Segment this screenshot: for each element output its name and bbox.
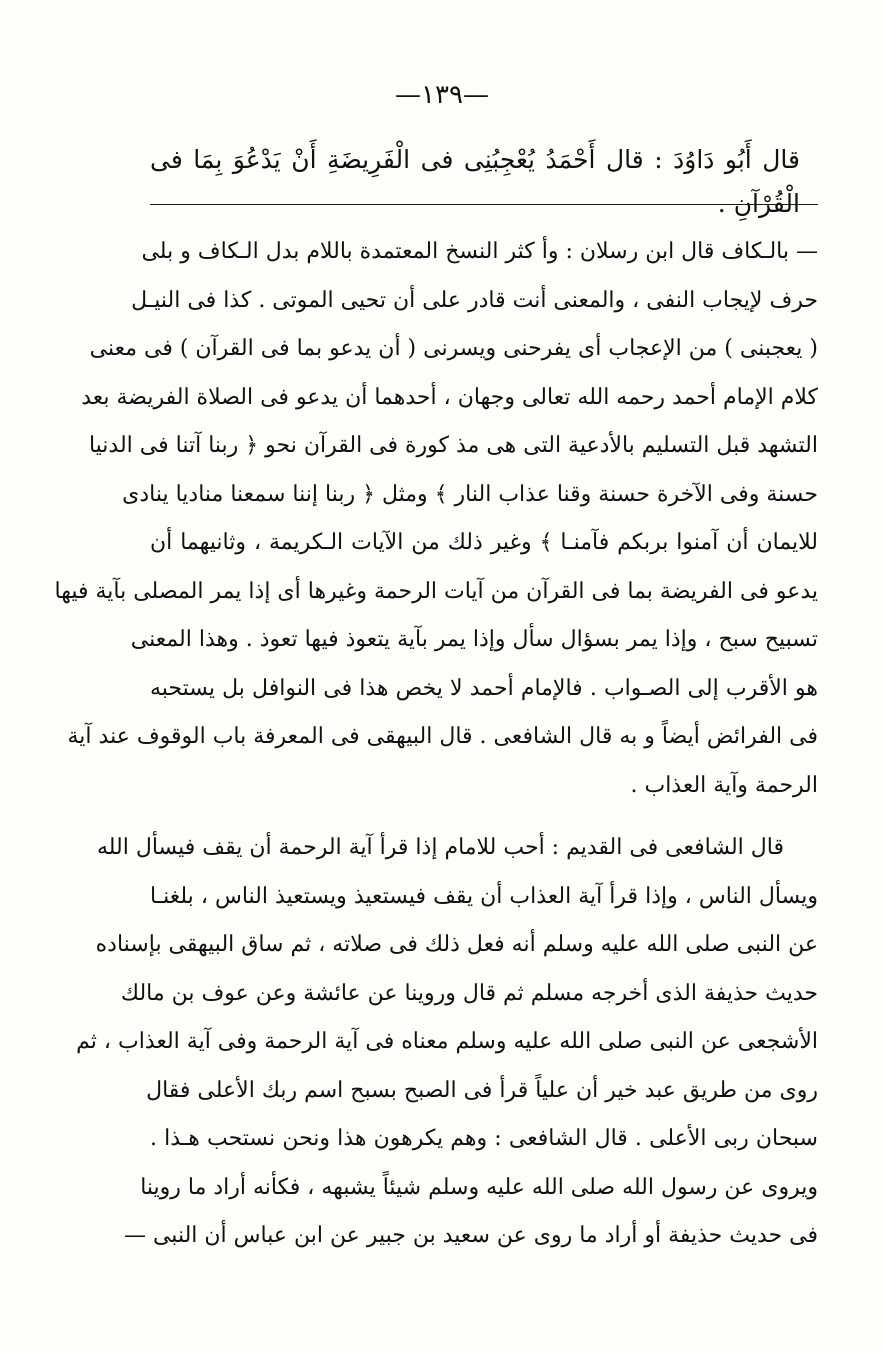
commentary-line: — بالـكاف قال ابن رسلان : وأ كثر النسخ المعتمدة باللام بدل الـكاف و بلى <box>141 239 818 264</box>
commentary-line: سبحان ربى الأعلى . قال الشافعى : وهم يكرهون هذا ونحن نستحب هـذا . <box>150 1126 818 1151</box>
commentary-line: فى الفرائض أيضاً و به قال الشافعى . قال البيهقى فى المعرفة باب الوقوف عند آية <box>67 724 818 749</box>
commentary-line: حسنة وفى الآخرة حسنة وقنا عذاب النار ﴾ ومثل ﴿ ربنا إننا سمعنا مناديا ينادى <box>122 481 818 507</box>
commentary-line: هو الأقرب إلى الصـواب . فالإمام أحمد لا يخص هذا فى النوافل بل يستحبه <box>150 675 818 701</box>
commentary <box>54 228 818 1261</box>
commentary-line: قال الشافعى فى القديم : أحب للامام إذا قرأ آية الرحمة أن يقف فيسأل الله <box>96 835 784 860</box>
commentary-line: يدعو فى الفريضة بما فى القرآن من آيات الرحمة وغيرها أى إذا يمر المصلى بآية فيها <box>54 578 818 604</box>
footnote-divider <box>150 204 818 205</box>
commentary-line: حديث حذيفة الذى أخرجه مسلم ثم قال وروينا عن عائشة وعن عوف بن مالك <box>120 980 818 1006</box>
commentary-line: ويسأل الناس ، وإذا قرأ آية العذاب أن يقف فيستعيذ ويستعيذ الناس ، بلغنـا <box>150 883 818 909</box>
commentary-line: تسبيح سبح ، وإذا يمر بسؤال سأل وإذا يمر بآية يتعوذ فيها تعوذ . وهذا المعنى <box>130 627 818 652</box>
commentary-line: الأشجعى عن النبى صلى الله عليه وسلم معناه فى آية الرحمة وفى آية العذاب ، ثم <box>76 1029 818 1054</box>
commentary-line: التشهد قبل التسليم بالأدعية التى هى مذ كورة فى القرآن نحو ﴿ ربنا آتنا فى الدنيا <box>88 433 818 458</box>
commentary-line: فى حديث حذيفة أو أراد ما روى عن سعيد بن جبير عن ابن عباس أن النبى — <box>123 1223 818 1248</box>
commentary-line: روى من طريق عبد خير أن علياً قرأ فى الصبح بسبح اسم ربك الأعلى فقال <box>146 1077 818 1103</box>
commentary-line: حرف لإيجاب النفى ، والمعنى أنت قادر على أن تحيى الموتى . كذا فى النيـل <box>131 287 818 313</box>
commentary-line: كلام الإمام أحمد رحمه الله تعالى وجهان ، أحدهما أن يدعو فى الصلاة الفريضة بعد <box>81 384 818 410</box>
commentary-line: الرحمة وآية العذاب . <box>630 772 818 798</box>
commentary-line: ( يعجبنى ) من الإعجاب أى يفرحنى ويسرنى ( أن يدعو بما فى القرآن ) فى معنى <box>89 336 818 361</box>
commentary-line: عن النبى صلى الله عليه وسلم أنه فعل ذلك فى صلاته ، ثم ساق البيهقى بإسناده <box>95 932 818 957</box>
commentary-paragraph-1 <box>54 228 818 810</box>
paragraph-gap <box>150 810 818 824</box>
page-number: —١٣٩— <box>395 80 489 110</box>
commentary-line: للايمان أن آمنوا بربكم فآمنـا ﴾ وغير ذلك من الآيات الـكريمة ، وثانيهما أن <box>150 530 818 555</box>
main-text: قال أَبُو دَاوُدَ : قال أَحْمَدُ يُعْجِبُنِى فى الْفَرِيضَةِ أَنْ يَدْعُوَ بِمَا فى الْقُرْآنِ . <box>150 145 800 218</box>
commentary-line: ويروى عن رسول الله صلى الله عليه وسلم شيئاً يشبهه ، فكأنه أراد ما روينا <box>140 1174 818 1200</box>
commentary-paragraph-2 <box>76 824 818 1261</box>
